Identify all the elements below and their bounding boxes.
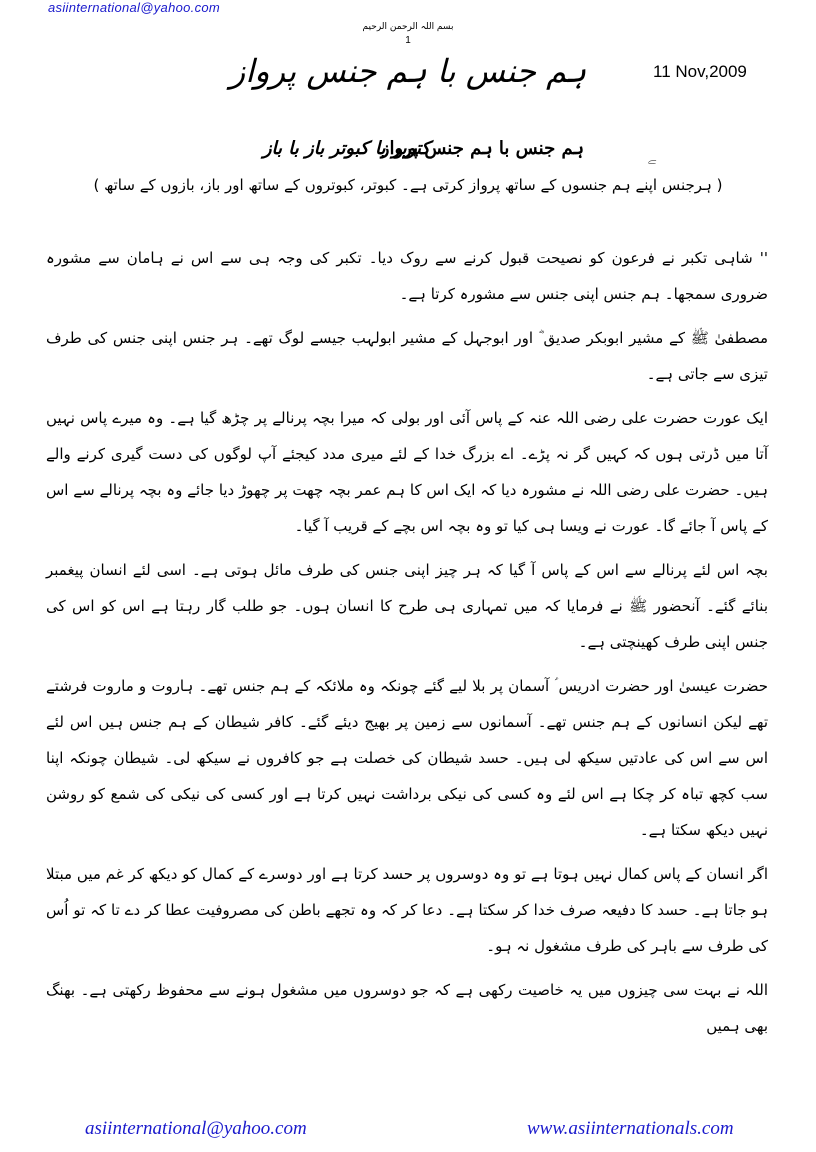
paragraph-1: '' شاہی تکبر نے فرعون کو نصیحت قبول کرنے سے روک دیا۔ تکبر کی وجہ ہی سے اس نے ہامان سے مشورہ ضروری سمجھا۔ ہم جنس اپنی جنس سے مشورہ کرتا ہے۔ <box>46 249 768 303</box>
subtitle-proverb-right: ہم جنس با ہم جنس پرواز <box>380 138 584 159</box>
subtitle-row <box>0 138 816 172</box>
paragraph-2: مصطفیٰ ﷺ کے مشیر ابوبکر صدیق ؓ اور ابوجہل کے مشیر ابولہب جیسے لوگ تھے۔ ہر جنس اپنی جنس کی طرف تیزی سے جاتی ہے۔ <box>46 329 768 383</box>
footer-website-link[interactable]: www.asiinternationals.com <box>527 1118 734 1139</box>
bismillah-heading: بسم اللہ الرحمن الرحیم <box>362 22 454 32</box>
document-date: 11 Nov,2009 <box>653 62 747 81</box>
subtitle-explanation: ( ہرجنس اپنے ہم جنسوں کے ساتھ پرواز کرتی ہے۔ کبوتر، کبوتروں کے ساتھ اور باز، بازوں کے ساتھ ) <box>93 176 723 194</box>
subtitle-proverb-left: کتوبر با کبوتر باز با باز <box>262 138 430 159</box>
paragraph-3: ایک عورت حضرت علی رضی اللہ عنہ کے پاس آئی اور بولی کہ میرا بچہ پرنالے پر چڑھ گیا ہے۔ وہ میرے پاس نہیں آتا میں ڈرتی ہوں کہ کہیں گر نہ پڑے۔ اے بزرگ خدا کے لئے میری مدد کیجئے آپ لوگوں کی دست گیری کرنے والے ہیں۔ حضرت علی رضی اللہ نے مشورہ دیا کہ ایک اس کا ہم عمر بچہ چھت پر چھوڑ دیا جائے وہ بچہ پرنالے سے اس کے پاس آ جائے گا۔ عورت نے ویسا ہی کیا تو وہ بچہ اس بچے کے قریب آ گیا۔ <box>46 409 768 535</box>
document-body <box>46 240 768 1052</box>
footer-email-link[interactable]: asiinternational@yahoo.com <box>85 1118 307 1139</box>
paragraph-6: اگر انسان کے پاس کمال نہیں ہوتا ہے تو وہ دوسروں پر حسد کرتا ہے اور دوسرے کے کمال کو دیکھ کر غم میں مبتلا ہو جاتا ہے۔ حسد کا دفیعہ صرف خدا کر سکتا ہے۔ دعا کر کہ وہ تجھے باطن کی مصروفیت عطا کر دے تا کہ تو اُس کی طرف سے باہر کی طرف مشغول نہ ہو۔ <box>46 865 768 955</box>
subtitle-mark: ﮯ <box>647 150 656 164</box>
paragraph-4: بچہ اس لئے پرنالے سے اس کے پاس آ گیا کہ ہر چیز اپنی جنس کی طرف مائل ہوتی ہے۔ اسی لئے انسان پیغمبر بنائے گئے۔ آنحضور ﷺ نے فرمایا کہ میں تمہاری ہی طرح کا انسان ہوں۔ جو طلب گار رہتا ہے اس کو اس کی جنس اپنی طرف کھینچتی ہے۔ <box>46 561 768 651</box>
paragraph-5: حضرت عیسیٰ اور حضرت ادریس ؑ آسمان پر بلا لیے گئے چونکہ وہ ملائکہ کے ہم جنس تھے۔ ہاروت و ماروت فرشتے تھے لیکن انسانوں کے ہم جنس تھے۔ آسمانوں سے زمین پر بھیج دیئے گئے۔ کافر شیطان کے ہم جنس ہیں اس لئے اس سے اس کی عادتیں سیکھ لی ہیں۔ حسد شیطان کی خصلت ہے جو کافروں نے سیکھ لی۔ شیطان چونکہ اپنا سب کچھ تباہ کر چکا ہے اس لئے وہ کسی کی نیکی برداشت نہیں کرتا ہے اور کسی کی نیکی کی شمع کو روشن نہیں دیکھ سکتا ہے۔ <box>46 677 768 839</box>
document-title: ہم جنس با ہم جنس پرواز <box>229 52 587 90</box>
header-email-link[interactable]: asiinternational@yahoo.com <box>48 0 221 15</box>
page-number: 1 <box>405 35 411 46</box>
paragraph-7: اللہ نے بہت سی چیزوں میں یہ خاصیت رکھی ہے کہ جو دوسروں میں مشغول ہونے سے محفوظ رکھتی ہے۔ بھنگ بھی ہمیں <box>46 981 768 1035</box>
